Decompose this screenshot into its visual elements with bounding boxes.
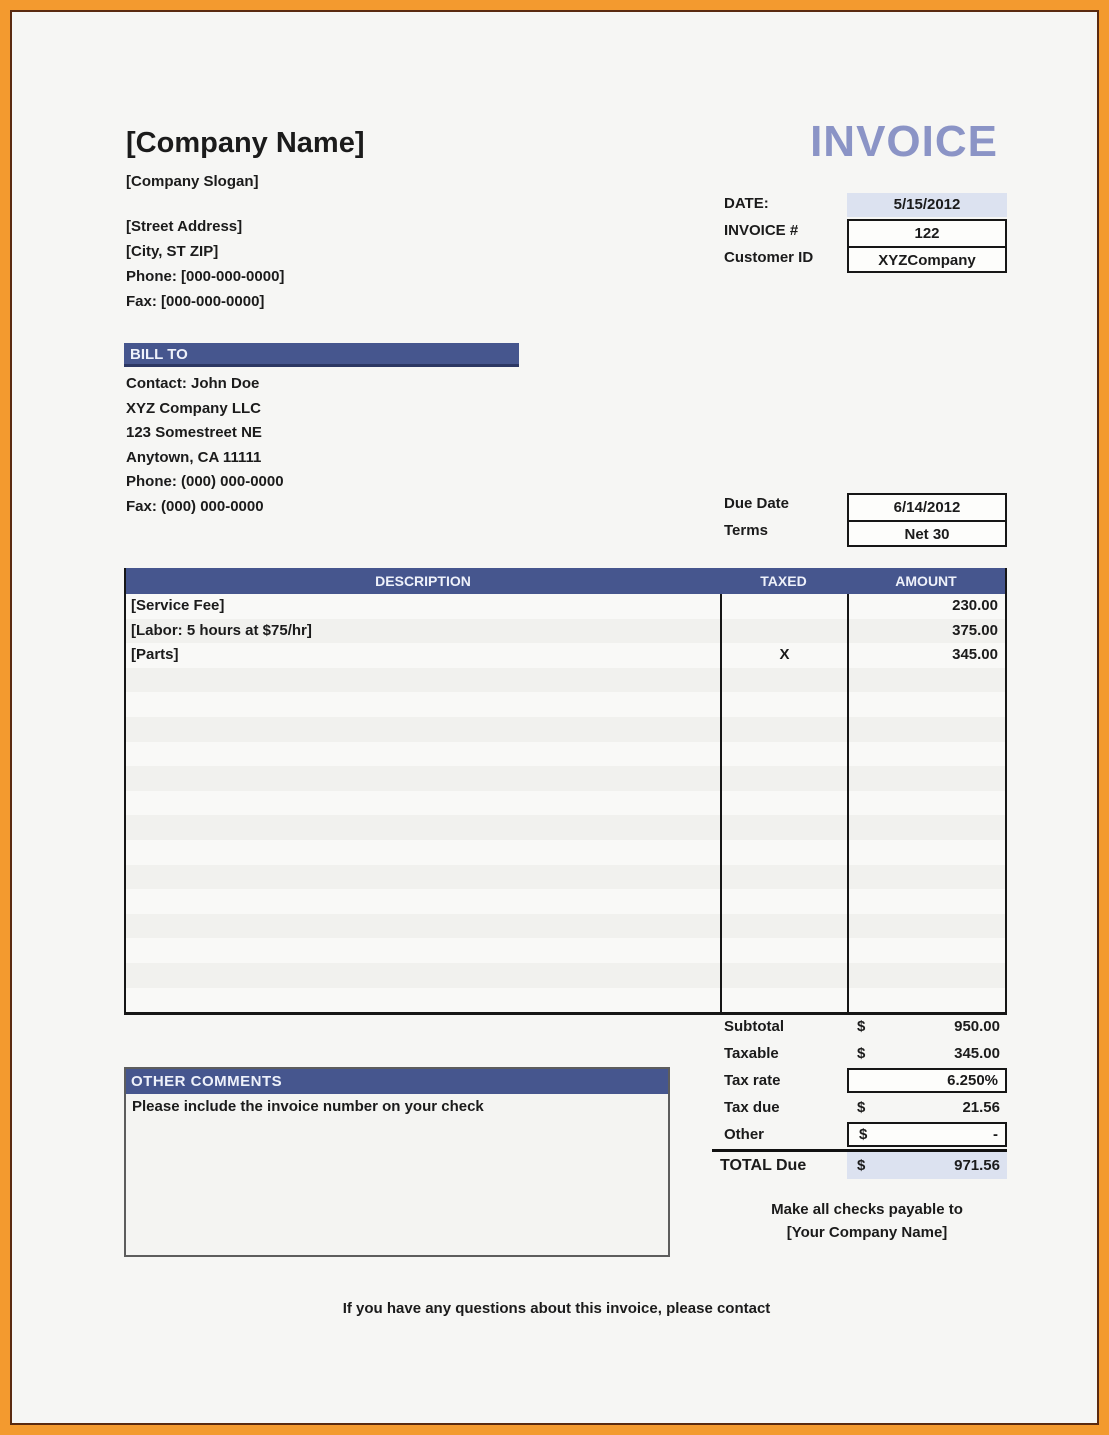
- table-row-empty: [126, 692, 1005, 717]
- table-row-empty: [126, 914, 1005, 939]
- cell-description[interactable]: [126, 988, 720, 1013]
- cell-description[interactable]: [126, 938, 720, 963]
- company-city-line: [City, ST ZIP]: [126, 243, 219, 260]
- cell-amount[interactable]: [847, 791, 1005, 816]
- comments-header: OTHER COMMENTS: [126, 1069, 668, 1094]
- subtotal-label: Subtotal: [724, 1018, 784, 1035]
- due-date-label: Due Date: [724, 495, 790, 512]
- table-row-empty: [126, 766, 1005, 791]
- cell-description[interactable]: [Parts]: [131, 646, 179, 664]
- terms-label: Terms: [724, 522, 768, 539]
- table-row-empty: [126, 865, 1005, 890]
- cell-taxed[interactable]: [720, 619, 847, 644]
- table-row: [126, 643, 1005, 668]
- tax-rate-label: Tax rate: [724, 1072, 781, 1089]
- company-address: [126, 214, 284, 314]
- total-due-label: TOTAL Due: [720, 1157, 807, 1174]
- tax-due-row: [712, 1095, 1007, 1122]
- terms-box: [847, 493, 1007, 547]
- cell-amount[interactable]: [847, 717, 1005, 742]
- bill-to-phone: Phone: (000) 000-0000: [126, 473, 284, 491]
- cell-amount[interactable]: [847, 914, 1005, 939]
- cell-description[interactable]: [126, 766, 720, 791]
- cell-amount[interactable]: [847, 742, 1005, 767]
- total-due-value-cell: [847, 1152, 1007, 1179]
- cell-amount[interactable]: 375.00: [847, 619, 1005, 644]
- cell-taxed[interactable]: [720, 988, 847, 1013]
- table-row-empty: [126, 963, 1005, 988]
- invoice-number-value[interactable]: 122: [914, 225, 940, 242]
- other-row: [712, 1122, 1007, 1149]
- cell-description[interactable]: [126, 791, 720, 816]
- header-amount: AMOUNT: [895, 573, 957, 589]
- currency-symbol: $: [857, 1018, 866, 1035]
- taxable-label: Taxable: [724, 1045, 779, 1062]
- cell-description[interactable]: [126, 889, 720, 914]
- taxable-value: 345.00: [954, 1045, 1000, 1062]
- cell-taxed[interactable]: X: [720, 643, 847, 668]
- comments-box: [124, 1067, 670, 1257]
- cell-amount[interactable]: 345.00: [847, 643, 1005, 668]
- currency-symbol: $: [857, 1045, 866, 1062]
- cell-description[interactable]: [126, 914, 720, 939]
- tax-rate-value[interactable]: [847, 1068, 1007, 1093]
- cell-taxed[interactable]: [720, 742, 847, 767]
- bill-to-company: XYZ Company LLC: [126, 399, 262, 417]
- payable-line2: [Your Company Name]: [786, 1224, 948, 1241]
- cell-description[interactable]: [126, 742, 720, 767]
- cell-amount[interactable]: [847, 889, 1005, 914]
- table-row-empty: [126, 742, 1005, 767]
- cell-amount[interactable]: [847, 668, 1005, 693]
- cell-taxed[interactable]: [720, 594, 847, 619]
- cell-amount[interactable]: [847, 766, 1005, 791]
- cell-taxed[interactable]: [720, 963, 847, 988]
- bill-to-header: BILL TO: [124, 343, 519, 367]
- tax-due-value: 21.56: [962, 1099, 1000, 1116]
- terms-value[interactable]: Net 30: [849, 520, 1005, 545]
- other-label: Other: [724, 1126, 765, 1143]
- cell-taxed[interactable]: [720, 840, 847, 865]
- taxable-row: [712, 1041, 1007, 1068]
- cell-amount[interactable]: [847, 692, 1005, 717]
- bill-to-street: 123 Somestreet NE: [126, 424, 262, 442]
- tax-due-label: Tax due: [724, 1099, 780, 1116]
- items-table: [124, 568, 1007, 1015]
- table-row: [126, 619, 1005, 644]
- cell-taxed[interactable]: [720, 668, 847, 693]
- cell-taxed[interactable]: [720, 938, 847, 963]
- cell-taxed[interactable]: [720, 889, 847, 914]
- subtotal-row: [712, 1014, 1007, 1041]
- items-table-header: [126, 568, 1005, 594]
- table-row-empty: [126, 988, 1005, 1013]
- cell-amount[interactable]: [847, 963, 1005, 988]
- table-row-empty: [126, 840, 1005, 865]
- bill-to-block: [126, 372, 284, 520]
- company-fax: Fax: [000-000-0000]: [126, 293, 265, 310]
- payable-line1: Make all checks payable to: [771, 1201, 963, 1218]
- comments-text[interactable]: Please include the invoice number on your check: [132, 1098, 484, 1115]
- cell-taxed[interactable]: [720, 914, 847, 939]
- cell-taxed[interactable]: [720, 717, 847, 742]
- header-description: DESCRIPTION: [375, 573, 471, 589]
- table-row-empty: [126, 889, 1005, 914]
- cell-amount[interactable]: [847, 865, 1005, 890]
- invoice-number-label: INVOICE #: [724, 222, 799, 239]
- currency-symbol: $: [857, 1099, 866, 1116]
- cell-description[interactable]: [126, 717, 720, 742]
- due-date-value[interactable]: 6/14/2012: [893, 499, 961, 516]
- tax-rate-text: 6.250%: [947, 1072, 998, 1089]
- table-row-empty: [126, 815, 1005, 840]
- cell-amount[interactable]: [847, 988, 1005, 1013]
- total-due-row: [712, 1149, 1007, 1178]
- cell-taxed[interactable]: [720, 766, 847, 791]
- cell-taxed[interactable]: [720, 815, 847, 840]
- bill-to-city: Anytown, CA 11111: [126, 448, 262, 466]
- cell-taxed[interactable]: [720, 791, 847, 816]
- cell-taxed[interactable]: [720, 865, 847, 890]
- customer-id-value[interactable]: XYZCompany: [849, 246, 1005, 271]
- table-row: [126, 594, 1005, 619]
- cell-description[interactable]: [126, 963, 720, 988]
- company-name: [Company Name]: [126, 127, 365, 159]
- cell-taxed[interactable]: [720, 692, 847, 717]
- bill-to-fax: Fax: (000) 000-0000: [126, 497, 264, 515]
- total-due-value: 971.56: [954, 1157, 1000, 1174]
- other-text: -: [993, 1126, 998, 1143]
- company-phone: Phone: [000-000-0000]: [126, 268, 285, 285]
- cell-description[interactable]: [Service Fee]: [131, 597, 225, 614]
- table-row-empty: [126, 668, 1005, 693]
- cell-description[interactable]: [Labor: 5 hours at $75/hr]: [131, 621, 312, 639]
- invoice-meta-box: [847, 219, 1007, 273]
- company-street: [Street Address]: [126, 218, 243, 235]
- cell-description[interactable]: [126, 815, 720, 840]
- invoice-page: [10, 10, 1099, 1425]
- cell-amount[interactable]: 230.00: [847, 594, 1005, 619]
- footer-note: If you have any questions about this invoice, please contact: [342, 1300, 771, 1317]
- company-slogan: [Company Slogan]: [126, 173, 259, 190]
- cell-description[interactable]: [126, 692, 720, 717]
- cell-amount[interactable]: [847, 840, 1005, 865]
- cell-amount[interactable]: [847, 938, 1005, 963]
- totals-section: [712, 1014, 1007, 1178]
- table-row-empty: [126, 717, 1005, 742]
- cell-amount[interactable]: [847, 815, 1005, 840]
- header-taxed: TAXED: [760, 573, 807, 589]
- cell-description[interactable]: [126, 840, 720, 865]
- invoice-title: INVOICE: [810, 117, 998, 166]
- cell-description[interactable]: [126, 865, 720, 890]
- cell-description[interactable]: [126, 668, 720, 693]
- subtotal-value: 950.00: [954, 1018, 1000, 1035]
- bill-to-contact: Contact: John Doe: [126, 375, 260, 392]
- customer-id-label: Customer ID: [724, 249, 814, 266]
- currency-symbol: $: [859, 1126, 868, 1143]
- currency-symbol: $: [857, 1157, 866, 1174]
- tax-rate-row: [712, 1068, 1007, 1095]
- date-label: DATE:: [724, 195, 769, 212]
- table-row-empty: [126, 791, 1005, 816]
- table-row-empty: [126, 938, 1005, 963]
- payable-note: [717, 1198, 1017, 1244]
- other-value[interactable]: [847, 1122, 1007, 1147]
- date-value[interactable]: 5/15/2012: [847, 193, 1007, 217]
